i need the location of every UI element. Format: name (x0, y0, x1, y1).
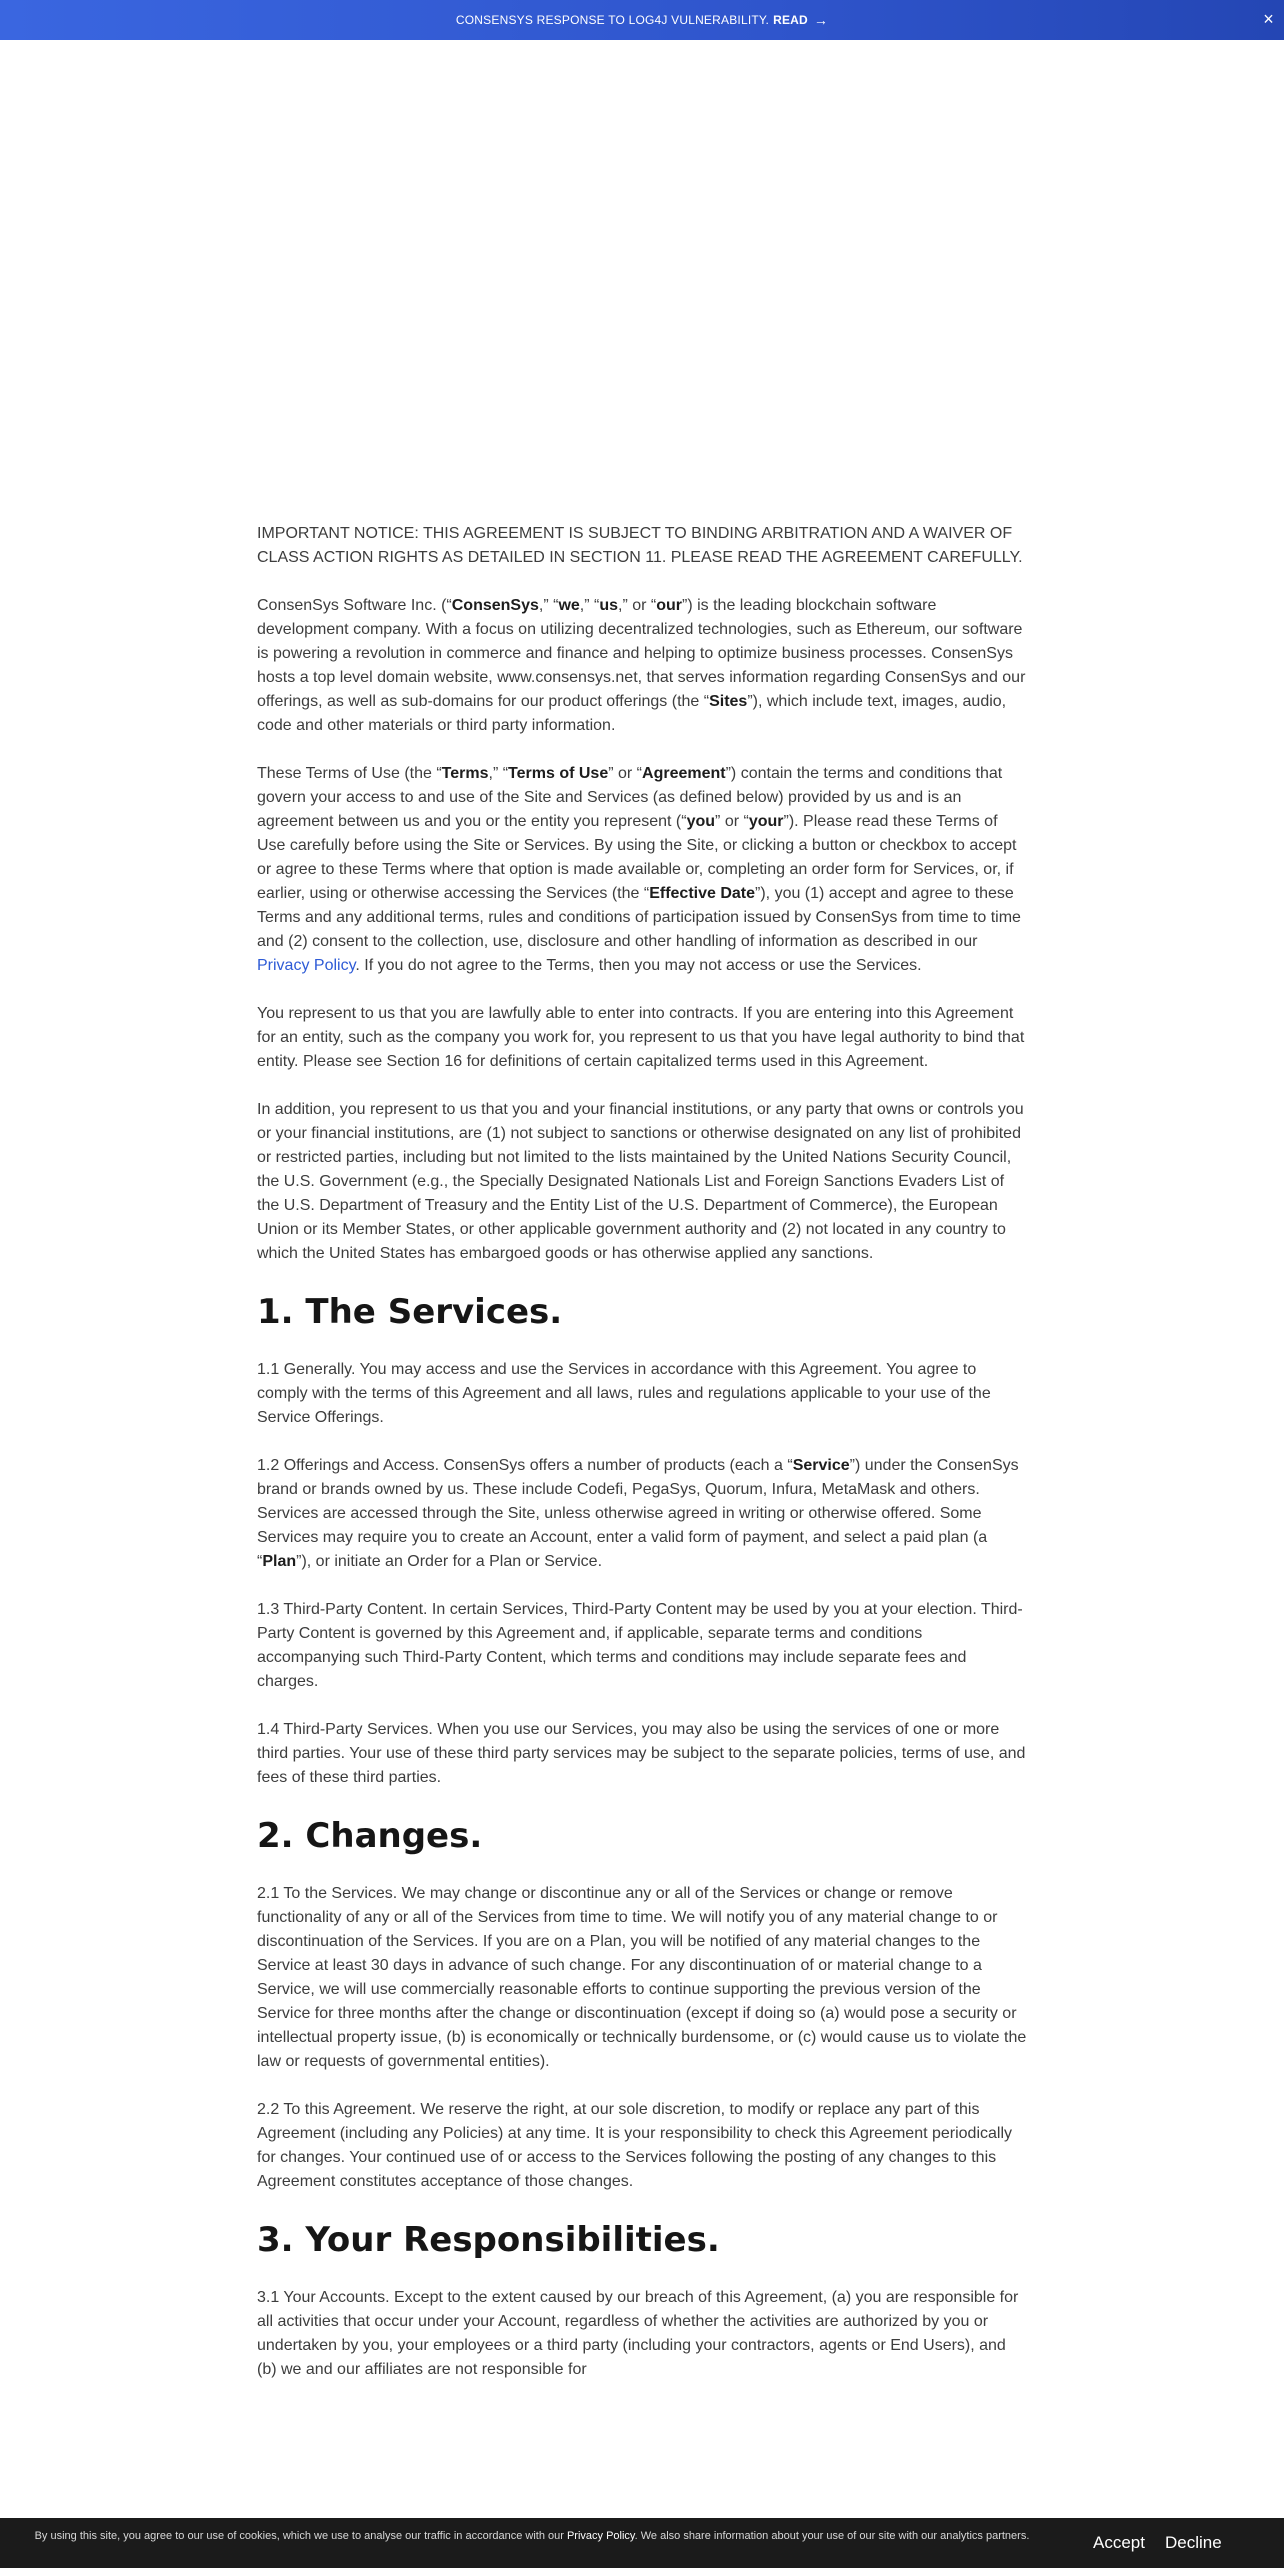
cookie-privacy-policy-link[interactable]: Privacy Policy (566, 2530, 635, 2542)
section-2-1: 2.1 To the Services. We may change or discontinue any or all of the Services or change or remove functionality of any or all of the Services from time to time. We will notify you of any material change to or discontinuation of the Services. If you are on a Plan, you will be notified of any material changes to the Service at least 30 days in advance of such change. For any discontinuation of or material change to a Service, we will use commercially reasonable efforts to continue supporting the previous version of the Service for three months after the change or discontinuation (except if doing so (a) would pose a security or intellectual property issue, (b) is economically or technically burdensome, or (c) would cause us to violate the law or requests of governmental entities). (257, 1885, 1027, 2070)
accept-cookies-button[interactable]: Accept (1093, 2533, 1145, 2552)
section-2-2: 2.2 To this Agreement. We reserve the right, at our sole discretion, to modify or replace any part of this Agreement (including any Policies) at any time. It is your responsibility to check this Agreement periodically for changes. Your continued use of or access to the Services following the posting of any changes to this Agreement constitutes acceptance of those changes. (257, 2101, 1013, 2190)
decline-cookies-button[interactable]: Decline (1165, 2533, 1222, 2552)
section-3-heading: 3. Your Responsibilities. (257, 2220, 720, 2260)
intro-paragraph-4: In addition, you represent to us that you and your financial institutions, or any party that owns or controls you or your financial institutions, are (1) not subject to sanctions or otherwise designated on any list of prohibited or restricted parties, including but not limited to the lists maintained by the United Nations Security Council, the U.S. Government (e.g., the Specially Designated Nationals List and Foreign Sanctions Evaders List of the U.S. Department of Treasury and the Entity List of the U.S. Department of Commerce), the European Union or its Member States, or other applicable government authority and (2) not located in any country to which the United States has embargoed goods or has otherwise applied any sanctions. (257, 1101, 1024, 1262)
cookie-message: By using this site, you agree to our use of cookies, which we use to analyse our traffic in accordance with our Privacy Policy. We also share information about your use of our site with our analytics partners. (34, 2530, 1030, 2542)
cookie-consent-bar (0, 2518, 1284, 2568)
important-notice: IMPORTANT NOTICE: THIS AGREEMENT IS SUBJECT TO BINDING ARBITRATION AND A WAIVER OF CLASS ACTION RIGHTS AS DETAILED IN SECTION 11. PLEASE READ THE AGREEMENT CAREFULLY. (257, 525, 1023, 566)
banner-read-label: READ (773, 13, 808, 27)
announcement-banner (0, 0, 1284, 40)
banner-message: CONSENSYS RESPONSE TO LOG4J VULNERABILITY. (455, 13, 770, 27)
section-1-1: 1.1 Generally. You may access and use the Services in accordance with this Agreement. You agree to comply with the terms of this Agreement and all laws, rules and regulations applicable to your use of the Service Offerings. (257, 1361, 991, 1426)
close-icon[interactable]: × (1263, 9, 1274, 29)
privacy-policy-link[interactable]: Privacy Policy (257, 957, 356, 974)
intro-paragraph-1: ConsenSys Software Inc. (“ConsenSys,” “we,” “us,” or “our”) is the leading blockchain software development company. With a focus on utilizing decentralized technologies, such as Ethereum, our software is powering a revolution in commerce and finance and helping to optimize business processes. ConsenSys hosts a top level domain website, www.consensys.net, that serves information regarding ConsenSys and our offerings, as well as sub-domains for our product offerings (the “Sites”), which include text, images, audio, code and other materials or third party information. (257, 597, 1026, 734)
section-2-heading: 2. Changes. (257, 1816, 483, 1856)
section-1-3: 1.3 Third-Party Content. In certain Services, Third-Party Content may be used by you at your election. Third-Party Content is governed by this Agreement and, if applicable, separate terms and conditions accompanying such Third-Party Content, which terms and conditions may include separate fees and charges. (257, 1601, 1023, 1690)
intro-paragraph-2: These Terms of Use (the “Terms,” “Terms of Use” or “Agreement”) contain the terms and conditions that govern your access to and use of the Site and Services (as defined below) provided by us and is an agreement between us and you or the entity you represent (“you” or “your”). Please read these Terms of Use carefully before using the Site or Services. By using the Site, or clicking a button or checkbox to accept or agree to these Terms where that option is made available or, completing an order form for Services, or, if earlier, using or otherwise accessing the Services (the “Effective Date”), you (1) accept and agree to these Terms and any additional terms, rules and conditions of participation issued by ConsenSys from time to time and (2) consent to the collection, use, disclosure and other handling of information as described in our Privacy Policy. If you do not agree to the Terms, then you may not access or use the Services. (257, 765, 1021, 974)
intro-paragraph-3: You represent to us that you are lawfully able to enter into contracts. If you are entering into this Agreement for an entity, such as the company you work for, you represent to us that you have legal authority to bind that entity. Please see Section 16 for definitions of certain capitalized terms used in this Agreement. (257, 1005, 1025, 1070)
section-3-1: 3.1 Your Accounts. Except to the extent caused by our breach of this Agreement, (a) you are responsible for all activities that occur under your Account, regardless of whether the activities are authorized by you or undertaken by you, your employees or a third party (including your contractors, agents or End Users), and (b) we and our affiliates are not responsible for (257, 2289, 1019, 2378)
section-1-4: 1.4 Third-Party Services. When you use our Services, you may also be using the services of one or more third parties. Your use of these third party services may be subject to the separate policies, terms of use, and fees of these third parties. (257, 1721, 1026, 1786)
banner-read-link[interactable] (773, 12, 828, 28)
section-1-heading: 1. The Services. (257, 1292, 563, 1332)
arrow-right-icon: → (813, 12, 829, 28)
section-1-2: 1.2 Offerings and Access. ConsenSys offers a number of products (each a “Service”) under the ConsenSys brand or brands owned by us. These include Codefi, PegaSys, Quorum, Infura, MetaMask and others. Services are accessed through the Site, unless otherwise agreed in writing or otherwise offered. Some Services may require you to create an Account, enter a valid form of payment, and select a paid plan (a “Plan”), or initiate an Order for a Plan or Service. (257, 1457, 1019, 1570)
terms-content (257, 522, 1027, 2406)
